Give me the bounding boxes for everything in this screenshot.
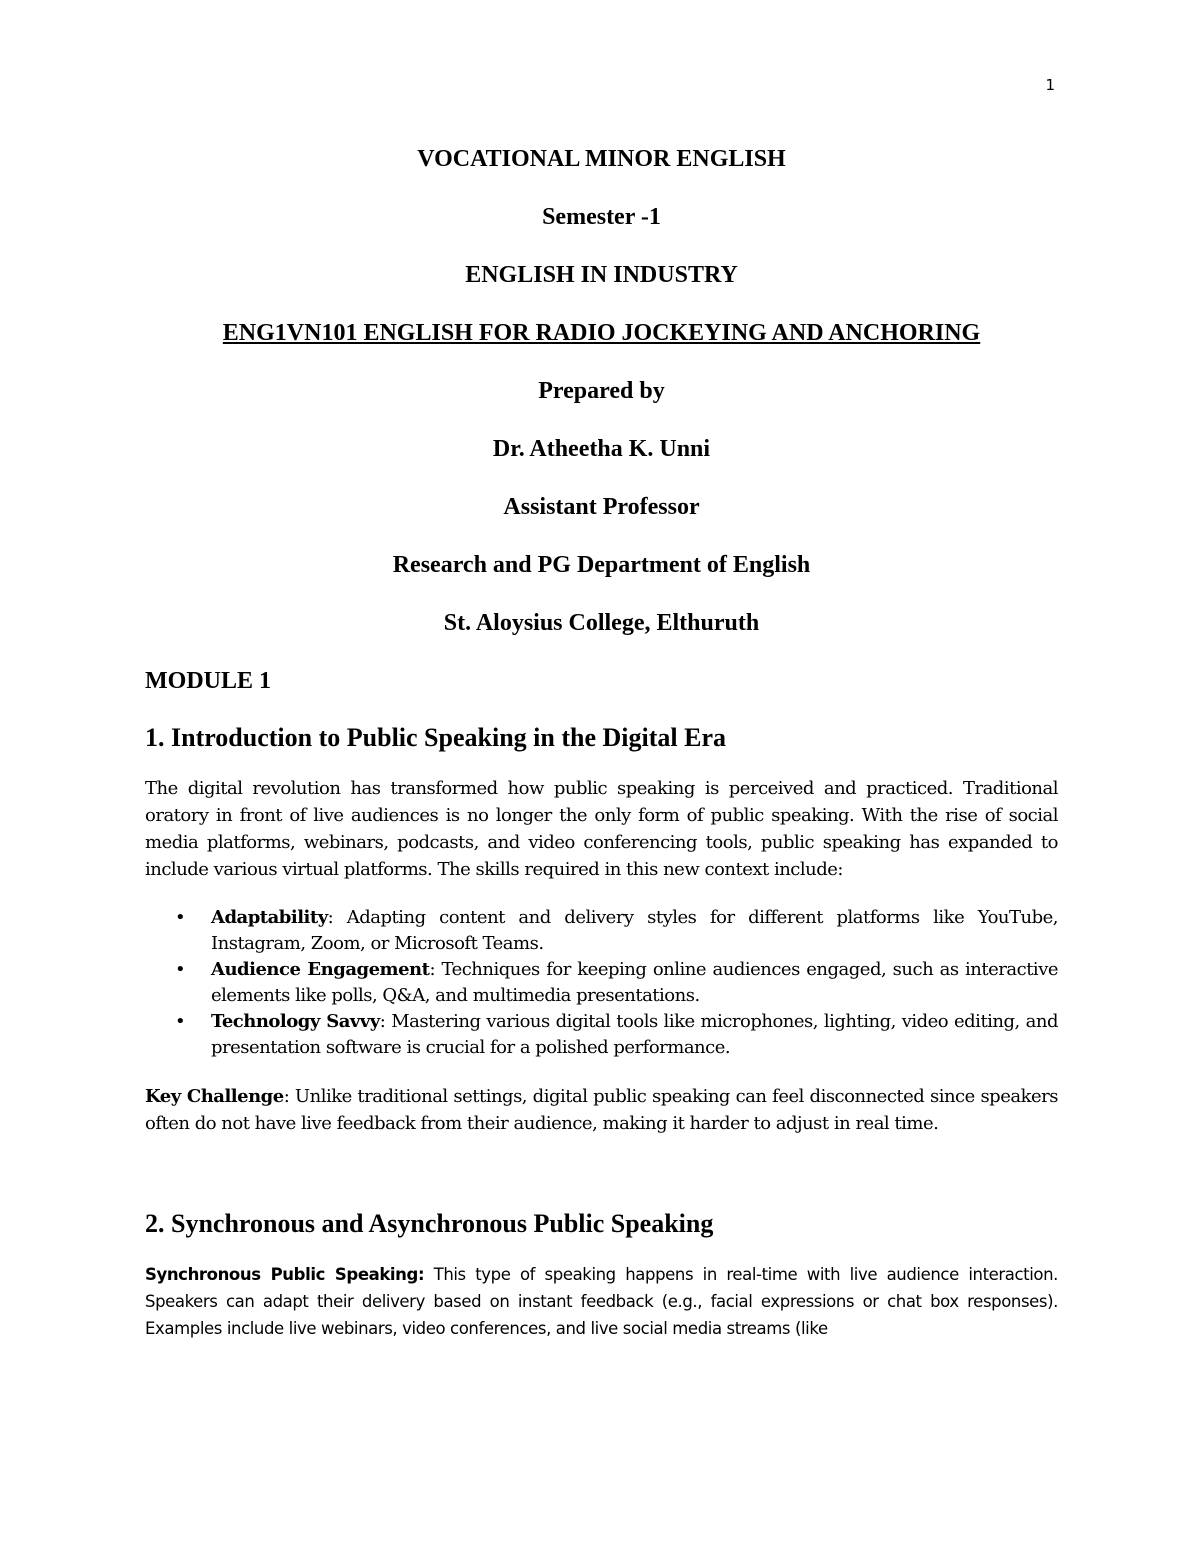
list-item bbox=[145, 957, 1058, 1009]
synchronous-text: This type of speaking happens in real-time with live audience interaction. Speakers can adapt their delivery based on instant feedback (e.g., facial expressions or chat box responses). Examples include live webinars, video conferences, and live social media streams (like bbox=[145, 1265, 1059, 1338]
bullet-term: Technology Savvy bbox=[211, 1011, 380, 1032]
list-item bbox=[145, 1009, 1058, 1061]
key-challenge-paragraph bbox=[145, 1083, 1058, 1137]
section-2-heading: 2. Synchronous and Asynchronous Public Speaking bbox=[145, 1209, 714, 1238]
course-title: ENG1VN101 ENGLISH FOR RADIO JOCKEYING AND ANCHORING bbox=[222, 320, 981, 346]
module-title: MODULE 1 bbox=[145, 668, 271, 694]
skills-list bbox=[145, 905, 1058, 1061]
bullet-term: Audience Engagement bbox=[211, 959, 430, 980]
key-challenge-text: : Unlike traditional settings, digital public speaking can feel disconnected since speakers often do not have live feedback from their audience, making it harder to adjust in real time. bbox=[145, 1086, 1058, 1134]
key-challenge-label: Key Challenge bbox=[145, 1086, 284, 1107]
section-spacer bbox=[145, 1159, 1058, 1207]
program-title: VOCATIONAL MINOR ENGLISH bbox=[417, 146, 786, 172]
bullet-text: : Techniques for keeping online audiences engaged, such as interactive elements like polls, Q&A, and multimedia presentations. bbox=[211, 959, 1059, 1006]
author-designation: Assistant Professor bbox=[503, 494, 700, 520]
bullet-icon: • bbox=[175, 907, 186, 928]
page-number: 1 bbox=[1045, 76, 1055, 94]
bullet-icon: • bbox=[175, 1011, 186, 1032]
prepared-by-label: Prepared by bbox=[538, 378, 665, 404]
list-item bbox=[145, 905, 1058, 957]
department-name: Research and PG Department of English bbox=[392, 552, 811, 578]
bullet-term: Adaptability bbox=[211, 907, 328, 928]
bullet-text: : Mastering various digital tools like microphones, lighting, video editing, and presentation software is crucial for a polished performance. bbox=[211, 1011, 1058, 1058]
section-1-heading: 1. Introduction to Public Speaking in the Digital Era bbox=[145, 723, 726, 752]
bullet-icon: • bbox=[175, 959, 186, 980]
paper-group-title: ENGLISH IN INDUSTRY bbox=[465, 262, 738, 288]
bullet-text: : Adapting content and delivery styles for different platforms like YouTube, Instagram, Zoom, or Microsoft Teams. bbox=[211, 907, 1058, 954]
synchronous-paragraph bbox=[145, 1261, 1058, 1342]
document-body bbox=[145, 143, 1058, 1342]
institution-name: St. Aloysius College, Elthuruth bbox=[443, 610, 760, 636]
author-name: Dr. Atheetha K. Unni bbox=[492, 436, 711, 462]
semester-label: Semester -1 bbox=[542, 204, 661, 230]
section-1-intro: The digital revolution has transformed how public speaking is perceived and practiced. Traditional oratory in front of live audiences is no longer the only form of public speaking. With the rise of social media platforms, webinars, podcasts, and video conferencing tools, public speaking has expanded to include various virtual platforms. The skills required in this new context include: bbox=[145, 778, 1058, 880]
synchronous-label: Synchronous Public Speaking: bbox=[145, 1265, 425, 1284]
